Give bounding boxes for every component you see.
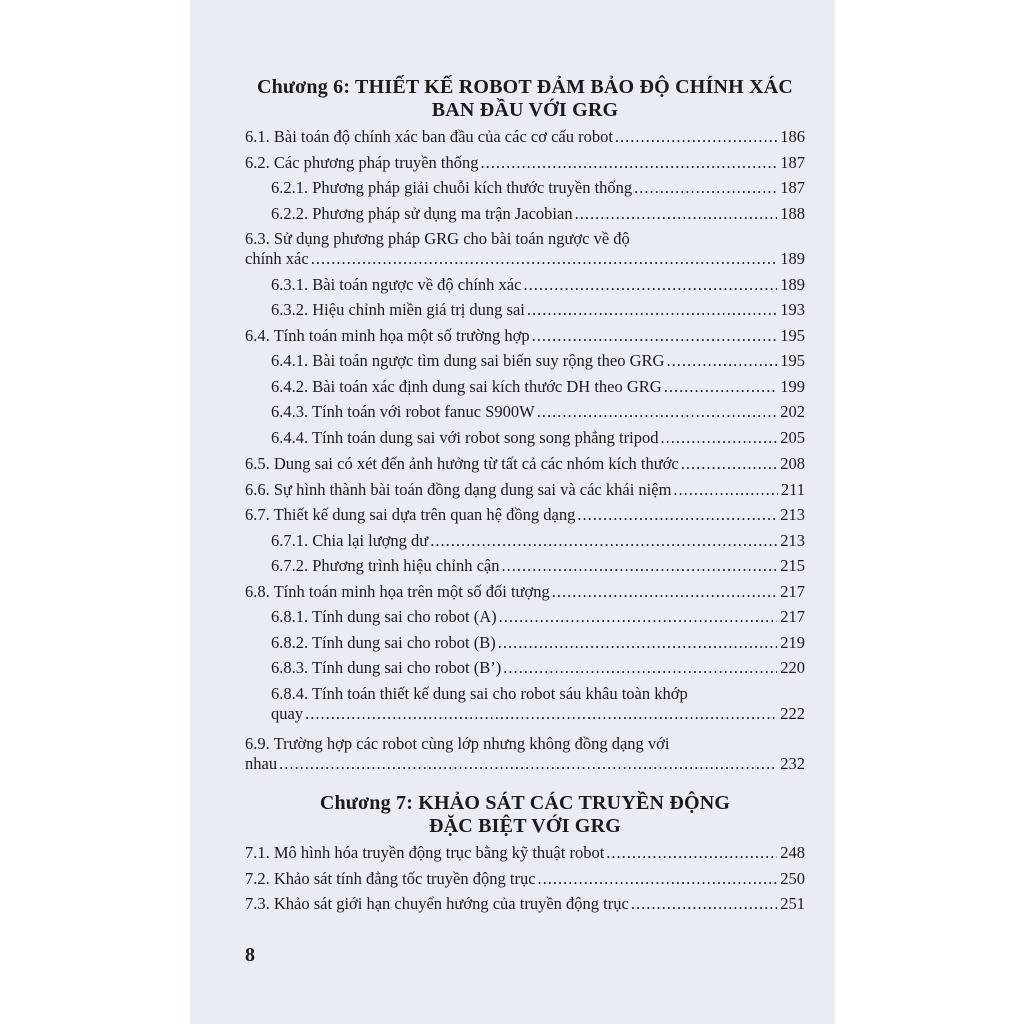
chapter-title-line: Chương 7: KHẢO SÁT CÁC TRUYỀN ĐỘNG [319, 792, 731, 814]
toc-entry-line1 [271, 684, 805, 704]
toc-leader [503, 658, 777, 678]
toc-leader [430, 531, 777, 551]
toc-page: 250 [780, 869, 805, 888]
toc-page: 248 [780, 843, 805, 862]
toc-leader [501, 556, 777, 576]
toc-entry [245, 582, 805, 602]
chapter-6-title [245, 76, 805, 122]
toc-leader [499, 607, 778, 627]
toc-entry [245, 326, 805, 346]
toc-leader [634, 178, 777, 198]
toc-page: 193 [780, 300, 805, 319]
toc-entry [245, 480, 805, 500]
toc-label: 6.2.2. Phương pháp sử dụng ma trận Jacobian [271, 204, 573, 223]
chapter-title-line: BAN ĐẦU VỚI GRG [431, 99, 619, 121]
toc-entry-line1 [245, 229, 805, 249]
toc-entry [245, 869, 805, 889]
toc-leader [532, 326, 778, 346]
toc-entry [271, 531, 805, 551]
chapter-7-title [245, 792, 805, 838]
toc-label: 6.6. Sự hình thành bài toán đồng dạng dung sai và các khái niệm [245, 480, 672, 499]
toc-leader [305, 704, 777, 724]
toc-label: 6.4.1. Bài toán ngược tìm dung sai biến suy rộng theo GRG [271, 351, 665, 370]
toc-leader [666, 351, 777, 371]
toc-page: 187 [780, 153, 805, 172]
toc-entry [271, 428, 805, 448]
toc-leader [279, 754, 777, 774]
toc-page: 232 [780, 754, 805, 773]
chapter-title-line: Chương 6: THIẾT KẾ ROBOT ĐẢM BẢO ĐỘ CHÍNH XÁC [256, 76, 794, 98]
toc-leader [673, 480, 777, 500]
toc-label: 6.7.2. Phương trình hiệu chỉnh cận [271, 556, 500, 575]
toc-label: 7.3. Khảo sát giới hạn chuyển hướng của truyền động trục [245, 894, 629, 913]
toc-label: 6.8. Tính toán minh họa trên một số đối tượng [245, 582, 550, 601]
toc-label: 6.4. Tính toán minh họa một số trường hợp [245, 326, 530, 345]
toc-label: 6.8.4. Tính toán thiết kế dung sai cho robot sáu khâu toàn khớp [271, 684, 688, 703]
toc-label: 6.2. Các phương pháp truyền thống [245, 153, 479, 172]
toc-leader [527, 300, 777, 320]
toc-leader [606, 843, 777, 863]
toc-page: 205 [780, 428, 805, 447]
toc-label: 6.4.2. Bài toán xác định dung sai kích thước DH theo GRG [271, 377, 662, 396]
toc-entry-line1 [245, 734, 805, 754]
toc-page: 222 [780, 704, 805, 723]
toc-label: 6.2.1. Phương pháp giải chuỗi kích thước truyền thống [271, 178, 633, 197]
toc-entry [271, 607, 805, 627]
toc-entry [271, 204, 805, 224]
toc-label: 6.7. Thiết kế dung sai dựa trên quan hệ đồng dạng [245, 505, 576, 524]
toc-page: 220 [780, 658, 805, 677]
toc-leader [537, 402, 778, 422]
toc-leader [538, 869, 778, 889]
toc-page: 215 [780, 556, 805, 575]
toc-label: 6.8.2. Tính dung sai cho robot (B) [271, 633, 496, 652]
toc-entry [245, 249, 805, 269]
toc-label: quay [271, 704, 304, 723]
toc-entry [245, 843, 805, 863]
toc-entry [271, 704, 805, 724]
toc-entry [245, 454, 805, 474]
toc-entry [271, 275, 805, 295]
toc-label: 6.3. Sử dụng phương pháp GRG cho bài toán ngược về độ [245, 229, 630, 248]
toc-leader [575, 204, 778, 224]
toc-label: 6.4.4. Tính toán dung sai với robot song song phẳng tripod [271, 428, 659, 447]
toc-label: 6.1. Bài toán độ chính xác ban đầu của các cơ cấu robot [245, 127, 613, 146]
toc-leader [660, 428, 777, 448]
toc-entry [271, 377, 805, 397]
toc-leader [523, 275, 777, 295]
toc-entry [271, 300, 805, 320]
toc-page: 219 [780, 633, 805, 652]
toc-page: 199 [780, 377, 805, 396]
toc-page: 213 [780, 505, 805, 524]
toc-page: 217 [780, 582, 805, 601]
toc-label: 6.8.3. Tính dung sai cho robot (B’) [271, 658, 502, 677]
toc-entry [271, 351, 805, 371]
toc-page: 251 [780, 894, 805, 913]
chapter-title-line: ĐẶC BIỆT VỚI GRG [429, 815, 621, 837]
toc-entry [245, 153, 805, 173]
toc-label: 6.3.2. Hiệu chỉnh miền giá trị dung sai [271, 300, 525, 319]
toc-leader [577, 505, 777, 525]
toc-page: 208 [780, 454, 805, 473]
toc-page: 189 [780, 249, 805, 268]
toc-label: 6.7.1. Chia lại lượng dư [271, 531, 429, 550]
toc-page: 188 [780, 204, 805, 223]
toc-label: 6.3.1. Bài toán ngược về độ chính xác [271, 275, 522, 294]
toc-entry [271, 658, 805, 678]
toc-leader [681, 454, 778, 474]
toc-entry [245, 894, 805, 914]
toc-label: 7.1. Mô hình hóa truyền động trục bằng kỹ thuật robot [245, 843, 605, 862]
toc-entry [271, 178, 805, 198]
toc-page: 195 [780, 326, 805, 345]
toc-page: 211 [780, 480, 805, 499]
toc-page: 187 [780, 178, 805, 197]
toc-label: 7.2. Khảo sát tính đẳng tốc truyền động trục [245, 869, 536, 888]
toc-leader [498, 633, 778, 653]
toc-entry [271, 556, 805, 576]
toc-page: 213 [780, 531, 805, 550]
toc-page: 186 [780, 127, 805, 146]
book-page [190, 0, 835, 1024]
toc-entry [245, 505, 805, 525]
toc-page: 189 [780, 275, 805, 294]
toc-leader [311, 249, 778, 269]
toc-entry [245, 127, 805, 147]
toc-entry [245, 754, 805, 774]
page-number: 8 [245, 944, 255, 966]
toc-label: 6.9. Trường hợp các robot cùng lớp nhưng không đồng dạng với [245, 734, 670, 753]
toc-leader [631, 894, 777, 914]
toc-page: 195 [780, 351, 805, 370]
toc-page: 202 [780, 402, 805, 421]
toc-label: nhau [245, 754, 278, 773]
toc-leader [615, 127, 777, 147]
toc-entry [271, 402, 805, 422]
toc-leader [481, 153, 778, 173]
toc-entry [271, 633, 805, 653]
toc-label: 6.4.3. Tính toán với robot fanuc S900W [271, 402, 535, 421]
toc-leader [552, 582, 778, 602]
toc-label: 6.8.1. Tính dung sai cho robot (A) [271, 607, 497, 626]
toc-page: 217 [780, 607, 805, 626]
toc-label: 6.5. Dung sai có xét đến ảnh hưởng từ tất cả các nhóm kích thước [245, 454, 679, 473]
toc-leader [664, 377, 778, 397]
toc-label: chính xác [245, 249, 309, 268]
